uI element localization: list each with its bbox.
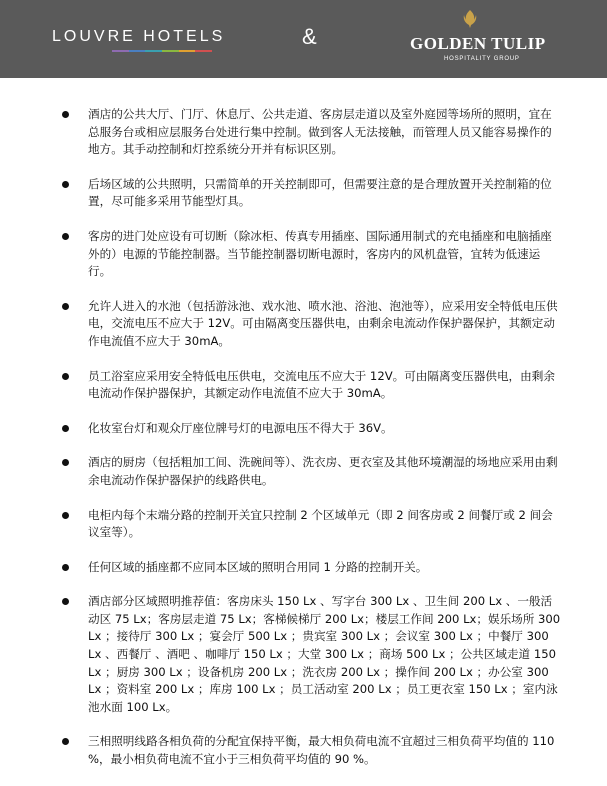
list-item-text: 员工浴室应采用安全特低电压供电，交流电压不应大于 12V。可由隔离变压器供电，由剩余电流动作保护器保护，其额定动作电流值不应大于 30mA。 (88, 368, 555, 401)
underline-segment (195, 50, 212, 52)
list-item-text: 任何区域的插座都不应同本区域的照明合用同 1 分路的控制开关。 (88, 559, 428, 574)
underline-segment (162, 50, 179, 52)
bullet-icon (62, 111, 69, 118)
louvre-logo-underline (112, 50, 212, 52)
bullet-icon (62, 738, 69, 745)
list-item (62, 507, 562, 542)
underline-segment (145, 50, 162, 52)
list-item (62, 559, 562, 577)
list-item-text: 三相照明线路各相负荷的分配宜保持平衡，最大相负荷电流不宜超过三相负荷平均值的 110 %，最小相负荷电流不宜小于三相负荷平均值的 90 %。 (88, 734, 555, 767)
list-item-text: 酒店的厨房（包括粗加工间、洗碗间等）、洗衣房、更衣室及其他环境潮湿的场地应采用由剩余电流动作保护器保护的线路供电。 (88, 455, 558, 487)
list-item (62, 368, 562, 403)
list-item (62, 106, 562, 159)
header-banner (0, 0, 607, 78)
underline-segment (129, 50, 146, 52)
bullet-icon (62, 512, 69, 519)
list-item (62, 420, 562, 438)
tulip-icon (461, 9, 479, 29)
bullet-icon (62, 233, 69, 240)
bullet-icon (62, 373, 69, 380)
bullet-icon (62, 303, 69, 310)
list-item (62, 228, 562, 281)
list-item-text: 酒店的公共大厅、门厅、休息厅、公共走道、客房层走道以及室外庭园等场所的照明，宜在总服务台或相应层服务台处进行集中控制。做到客人无法接触，而管理人员又能容易操作的地方。其手动控制和灯控系统分开并有标识区别。 (88, 107, 552, 157)
bullet-icon (62, 459, 69, 466)
list-item-text: 允许人进入的水池（包括游泳池、戏水池、喷水池、浴池、泡池等），应采用安全特低电压供电，交流电压不应大于 12V。可由隔离变压器供电，由剩余电流动作保护器保护，其额定动作电流值不应大于 30mA。 (88, 298, 558, 348)
list-item-text: 酒店部分区域照明推荐值：客房床头 150 Lx 、写字台 300 Lx 、卫生间 200 Lx 、一般活动区 75 Lx；客房层走道 75 Lx；客梯候梯厅 200 Lx；楼层工作间 200 Lx；娱乐场所 300 Lx ；接待厅 300 Lx ；宴会厅 500 Lx ；贵宾室 300 Lx ；会议室 300 Lx ；中餐厅 300 Lx 、西餐厅 、酒吧 、咖啡厅 150 Lx ；大堂 300 Lx ；商场 500 Lx ；公共区域走道 150 Lx ；厨房 300 Lx ；设备机房 200 Lx ；洗衣房 200 Lx ；操作间 200 Lx ；办公室 300 Lx ；资料室 200 Lx ；库房 100 Lx ；员工活动室 200 Lx ；员工更衣室 150 Lx ；室内泳池水面 100 Lx。 (88, 594, 561, 714)
list-item (62, 176, 562, 211)
list-item (62, 454, 562, 489)
bullet-icon (62, 598, 69, 605)
ampersand: & (302, 24, 317, 49)
list-item-text: 电柜内每个末端分路的控制开关宜只控制 2 个区域单元（即 2 间客房或 2 间餐厅或 2 间会议室等）。 (88, 507, 553, 540)
bullet-icon (62, 425, 69, 432)
bullet-icon (62, 181, 69, 188)
golden-tulip-logo: GOLDEN TULIP (410, 34, 546, 53)
underline-segment (179, 50, 196, 52)
list-item (62, 593, 562, 716)
list-item (62, 733, 562, 768)
underline-segment (112, 50, 129, 52)
hospitality-group-label: HOSPITALITY GROUP (444, 56, 520, 62)
list-item-text: 化妆室台灯和观众厅座位牌号灯的电源电压不得大于 36V。 (88, 420, 393, 435)
bullet-list (62, 106, 562, 786)
list-item-text: 后场区域的公共照明，只需简单的开关控制即可，但需要注意的是合理放置开关控制箱的位置，尽可能多采用节能型灯具。 (88, 176, 552, 209)
list-item-text: 客房的进门处应设有可切断（除冰柜、传真专用插座、国际通用制式的充电插座和电脑插座外的）电源的节能控制器。当节能控制器切断电源时，客房内的风机盘管，宜转为低速运行。 (88, 228, 552, 279)
list-item (62, 298, 562, 351)
bullet-icon (62, 564, 69, 571)
louvre-hotels-logo: LOUVRE HOTELS (52, 28, 226, 45)
